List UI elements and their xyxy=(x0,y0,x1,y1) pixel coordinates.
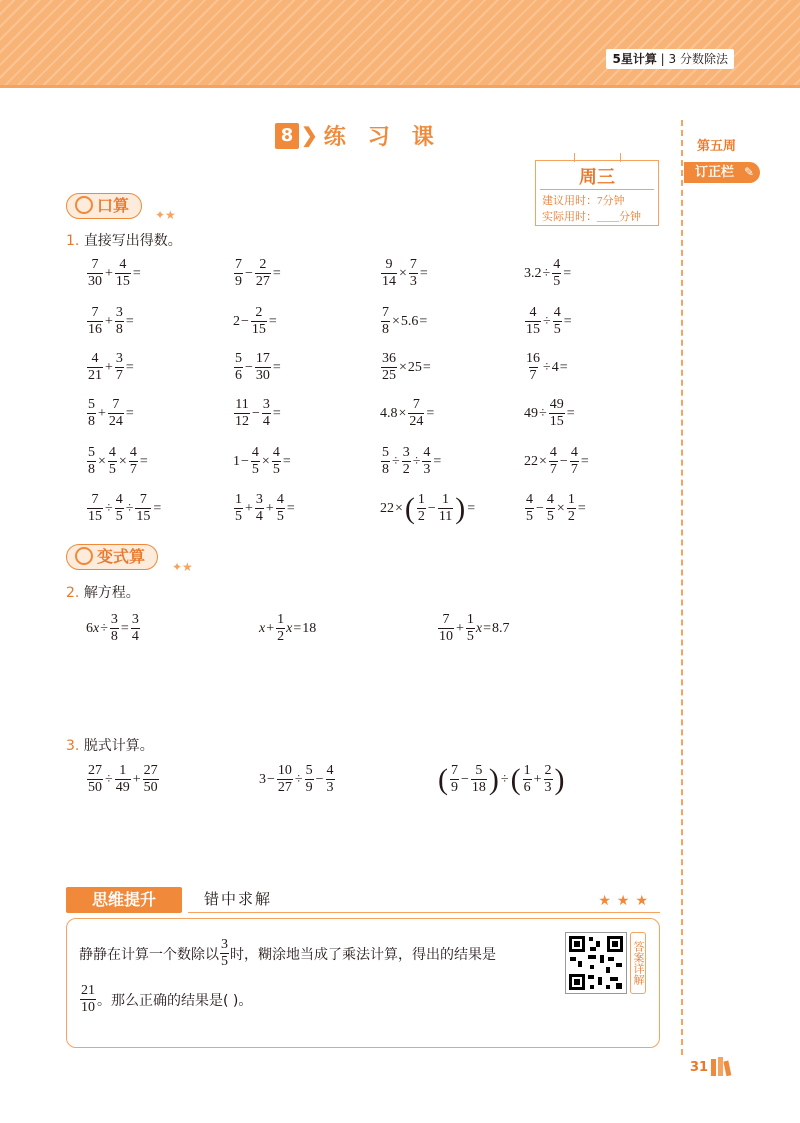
problem-line-1 xyxy=(79,937,496,970)
week-label: 第五周 xyxy=(697,139,737,154)
correction-label: 订正栏 xyxy=(695,165,735,180)
section-label: 变式算 xyxy=(97,547,146,566)
oral-item: 4.8 × $\frac{7}{24}$ = xyxy=(380,397,435,429)
equation-item: $\frac{7}{10}$ + $\frac{1}{5}$ x = 8.7 xyxy=(439,612,510,644)
header-tag xyxy=(606,49,734,69)
oral-item: $\frac{5}{8}$ × $\frac{4}{5}$ × $\frac{4}{7}$ = xyxy=(88,445,148,477)
equation-item: x + $\frac{1}{2}$ x = 18 xyxy=(259,612,317,644)
calculation-item: $\frac{27}{50}$ ÷ $\frac{1}{49}$ + $\frac{27}{50}$ xyxy=(88,763,158,795)
oral-item: $\frac{7}{15}$ ÷ $\frac{4}{5}$ ÷ $\frac{7}{15}$ = xyxy=(88,492,162,524)
problem-line-2 xyxy=(79,983,252,1016)
problem-text: 。那么正确的结果是( )。 xyxy=(97,992,253,1009)
oral-item: $\frac{5}{6}$ − $\frac{17}{30}$ = xyxy=(235,351,281,383)
think-label: 思维提升 xyxy=(66,887,182,913)
oral-item: $\frac{4}{21}$ + $\frac{3}{7}$ = xyxy=(88,351,134,383)
oral-item: $\frac{7}{30}$ + $\frac{4}{15}$ = xyxy=(88,257,141,289)
oral-item: $\frac{16}{7}$ ÷ 4 = xyxy=(526,351,568,383)
qr-code-icon xyxy=(566,933,626,993)
question-text: 脱式计算。 xyxy=(83,738,154,754)
oral-item: 22 × $\frac{4}{7}$ − $\frac{4}{7}$ = xyxy=(524,445,589,477)
oral-item: $\frac{36}{25}$ × 25 = xyxy=(382,351,431,383)
book-title: 5星计算 xyxy=(612,52,657,66)
divider xyxy=(540,189,654,190)
equation-item: 6 x ÷ $\frac{3}{8}$ = $\frac{3}{4}$ xyxy=(86,612,139,644)
oral-item: $\frac{7}{9}$ − $\frac{2}{27}$ = xyxy=(235,257,281,289)
answer-detail-label: 答案详解 xyxy=(630,932,646,994)
suggested-time: 建议用时：7分钟 xyxy=(542,195,625,207)
calculation-item: 3 − $\frac{10}{27}$ ÷ $\frac{5}{9}$ − $\frac{4}{3}$ xyxy=(259,763,334,795)
lesson-heading xyxy=(275,120,456,151)
question-text: 解方程。 xyxy=(83,585,140,601)
target-icon xyxy=(75,547,93,565)
chevron-right-icon: ❯ xyxy=(301,125,318,147)
oral-item: $\frac{5}{8}$ ÷ $\frac{3}{2}$ ÷ $\frac{4}{3}$ = xyxy=(382,445,442,477)
question-number: 2. xyxy=(66,585,80,601)
lesson-number: 8 xyxy=(275,123,299,149)
oral-item: 22 × ( $\frac{1}{2}$ − $\frac{1}{11}$ ) = xyxy=(380,491,476,525)
oral-item: $\frac{11}{12}$ − $\frac{3}{4}$ = xyxy=(235,397,281,429)
oral-item: 3.2 ÷ $\frac{4}{5}$ = xyxy=(524,257,572,289)
chapter-title: 3 分数除法 xyxy=(668,52,728,66)
fraction: $\frac{21}{10}$ xyxy=(81,983,95,1015)
question-number: 3. xyxy=(66,738,80,754)
problem-text: 静静在计算一个数除以 xyxy=(79,946,219,963)
think-header xyxy=(66,887,660,913)
actual-time: 实际用时：____分钟 xyxy=(542,211,641,223)
oral-item: $\frac{4}{5}$ − $\frac{4}{5}$ × $\frac{1}{2}$ = xyxy=(526,492,586,524)
oral-item: $\frac{7}{8}$ × 5.6 = xyxy=(382,305,428,337)
page-number: 31 xyxy=(690,1060,709,1075)
header-separator: | xyxy=(660,52,665,66)
oral-item: $\frac{5}{8}$ + $\frac{7}{24}$ = xyxy=(88,397,134,429)
day-card xyxy=(535,160,659,226)
page-header xyxy=(0,0,800,88)
qr-code[interactable] xyxy=(565,932,627,994)
pencil-icon: ✎ xyxy=(743,165,754,179)
question-2-title xyxy=(66,582,140,602)
question-number: 1. xyxy=(66,233,80,249)
section-oral-badge xyxy=(66,193,142,219)
oral-item: $\frac{1}{5}$ + $\frac{3}{4}$ + $\frac{4}{5}$ = xyxy=(235,492,295,524)
fraction: $\frac{3}{5}$ xyxy=(221,937,228,969)
correction-divider xyxy=(681,120,683,1055)
books-icon xyxy=(710,1055,736,1077)
think-subtitle-text: 错中求解 xyxy=(204,892,273,908)
oral-item: $\frac{4}{15}$ ÷ $\frac{4}{5}$ = xyxy=(526,305,572,337)
section-label: 口算 xyxy=(97,196,130,215)
section-variant-badge xyxy=(66,544,158,570)
question-1-title xyxy=(66,230,182,250)
day-title: 周三 xyxy=(579,167,615,188)
oral-item: $\frac{9}{14}$ × $\frac{7}{3}$ = xyxy=(382,257,428,289)
star-icon: ✦★ xyxy=(172,560,193,574)
calculation-item: ( $\frac{7}{9}$ − $\frac{5}{18}$ ) ÷ ( $\frac{1}{6}$ + $\frac{2}{3}$ ) xyxy=(438,762,565,796)
stopwatch-icon xyxy=(75,196,93,214)
hanger xyxy=(574,153,575,162)
oral-item: 49 ÷ $\frac{49}{15}$ = xyxy=(524,397,575,429)
oral-item: 2 − $\frac{2}{15}$ = xyxy=(233,305,277,337)
hanger xyxy=(620,153,621,162)
star-icon: ✦★ xyxy=(155,208,176,222)
think-subtitle xyxy=(188,887,660,913)
problem-text: 时，糊涂地当成了乘法计算，得出的结果是 xyxy=(230,946,496,963)
correction-tab xyxy=(684,162,760,183)
lesson-title: 练习课 xyxy=(323,125,456,150)
difficulty-stars-icon: ★★★ xyxy=(598,894,654,909)
question-3-title xyxy=(66,735,154,755)
oral-item: $\frac{7}{16}$ + $\frac{3}{8}$ = xyxy=(88,305,134,337)
question-text: 直接写出得数。 xyxy=(83,233,182,249)
oral-item: 1 − $\frac{4}{5}$ × $\frac{4}{5}$ = xyxy=(233,445,291,477)
